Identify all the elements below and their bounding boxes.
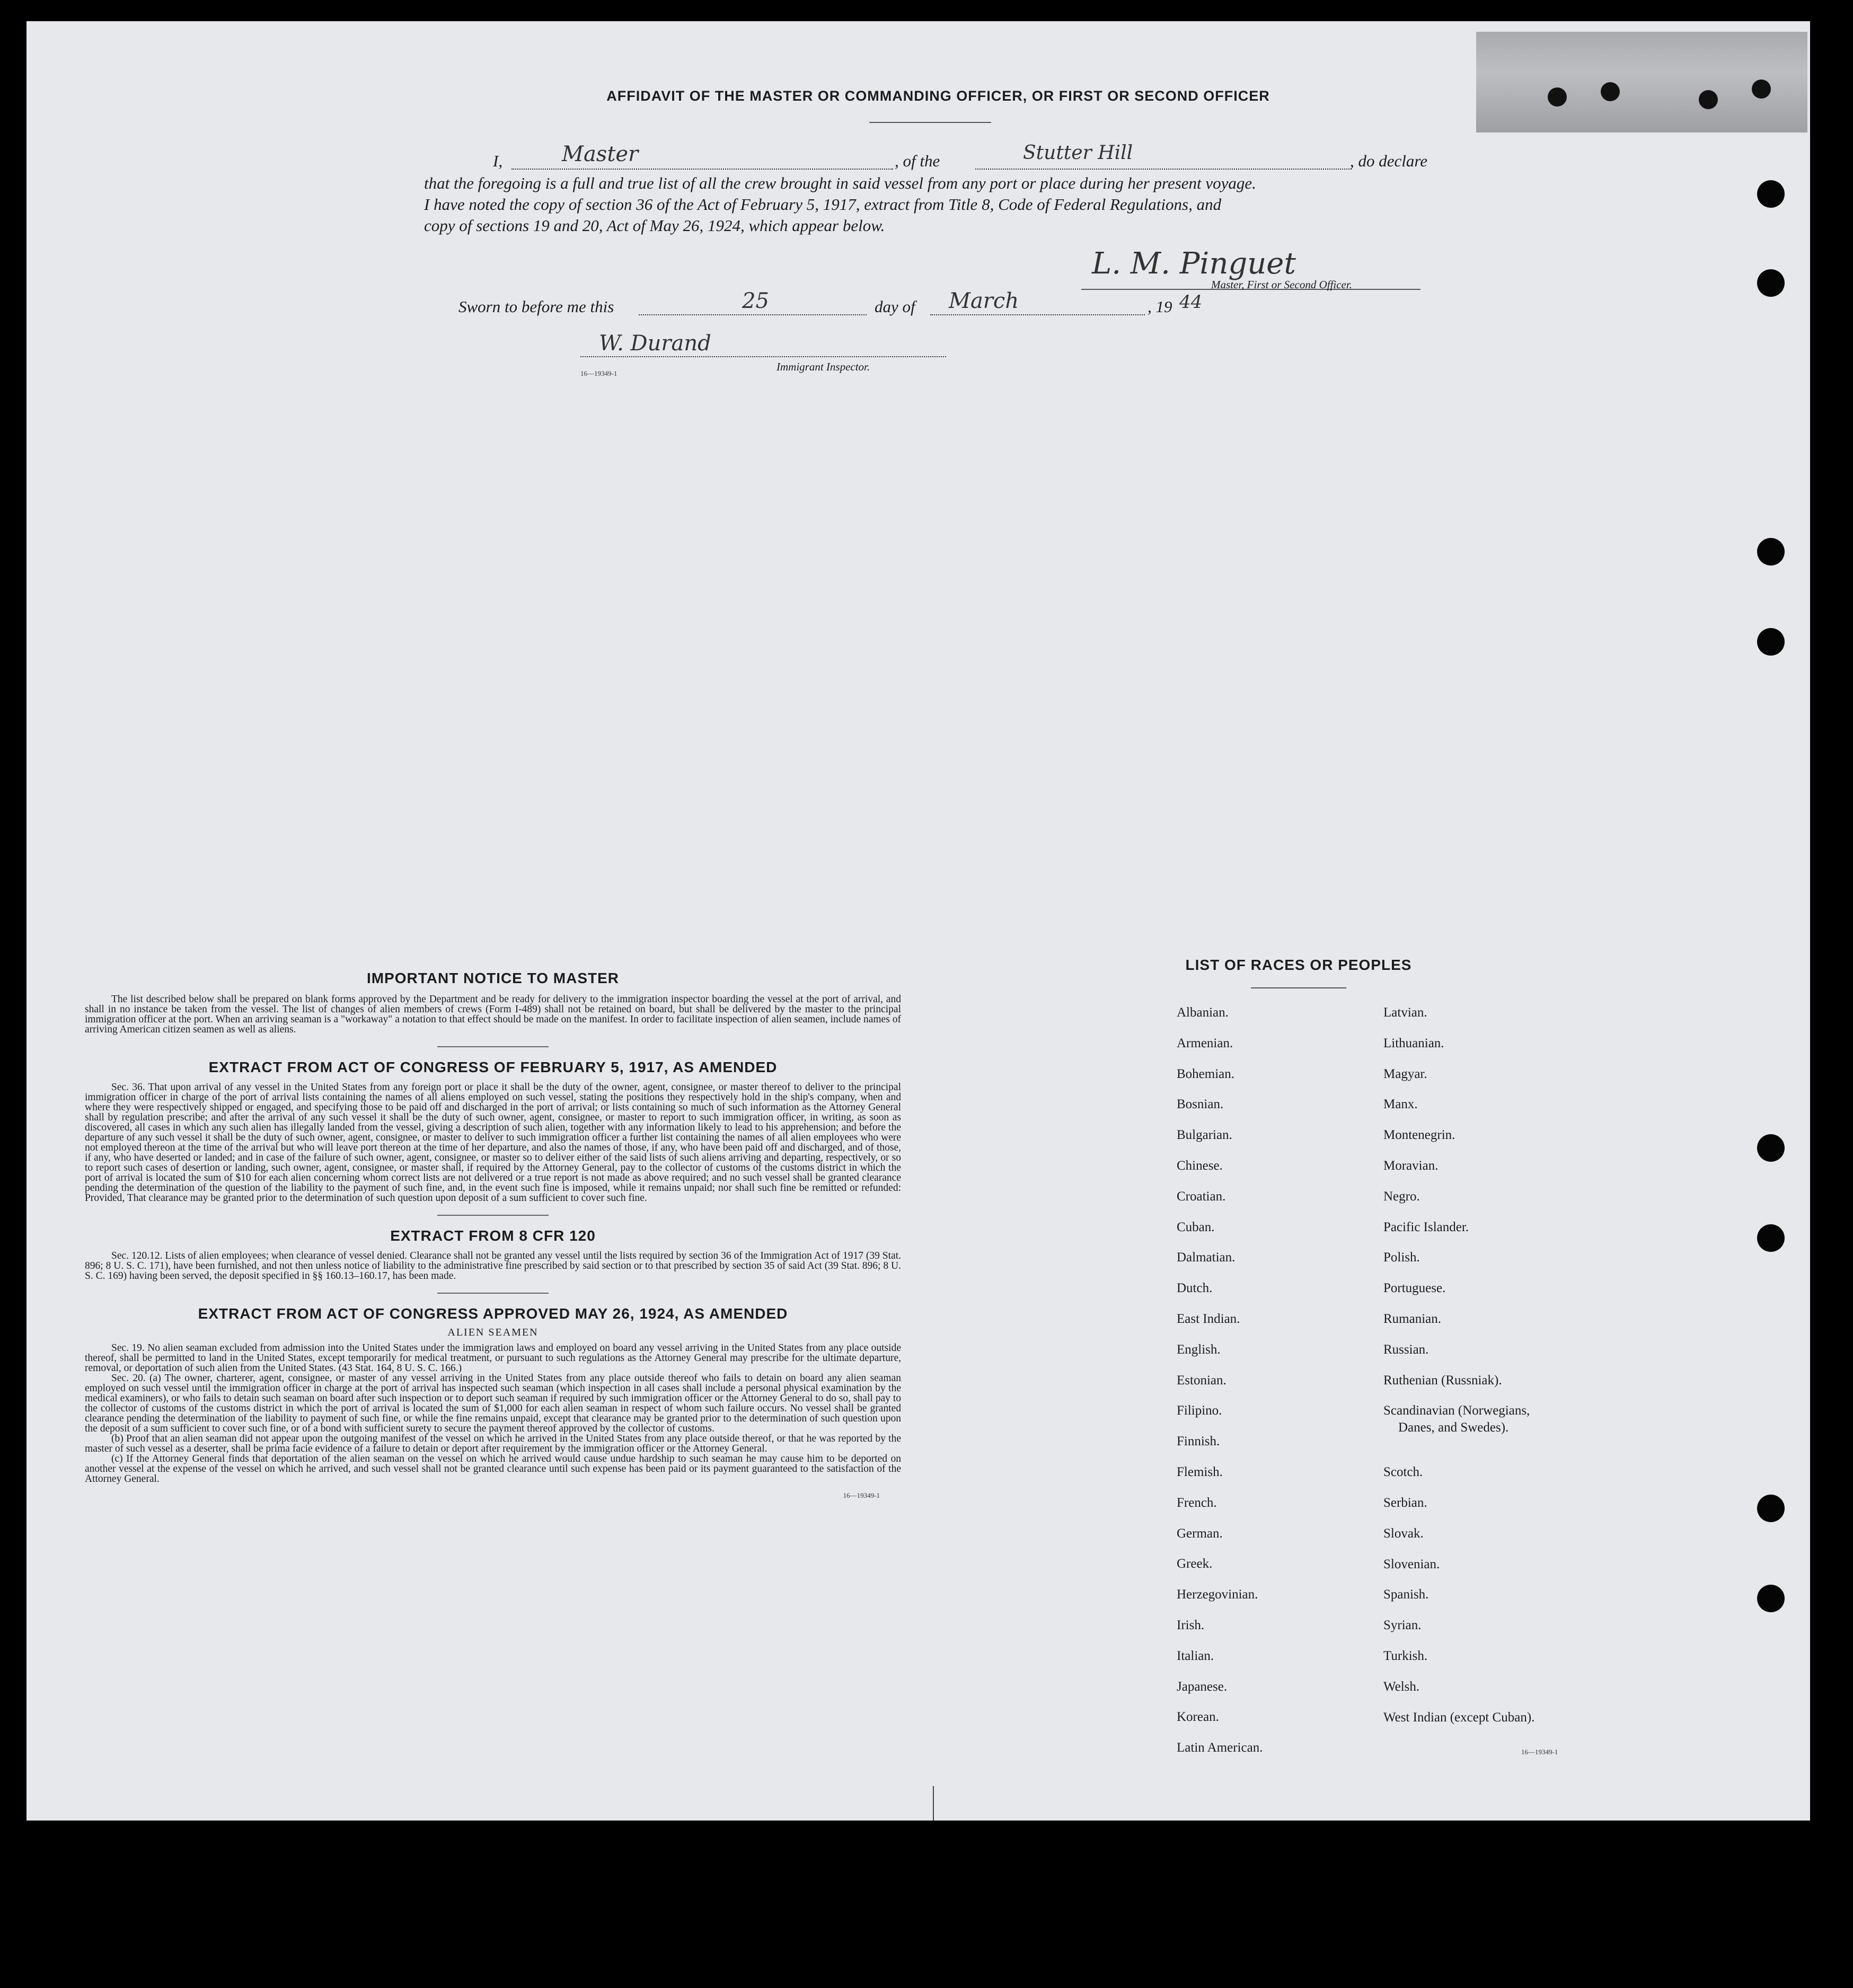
race-item: Korean.: [1177, 1710, 1219, 1725]
race-item: French.: [1177, 1495, 1217, 1510]
binder-hole: [1757, 180, 1785, 208]
race-item: Lithuanian.: [1383, 1036, 1444, 1050]
notice-text: The list described below shall be prepared on blank forms approved by the Department and be ready for delivery to the immigration inspector boarding the vessel at the port of arrival, and shall in no instance be taken from the vessel. The list of changes of alien members of crews (Form I-489) shall not be retained on board, but shall be delivered by the master to the principal immigration officer at the port. When an arriving seaman is a "workaway" a notation to that effect should be made on the manifest. In order to facilitate inspection of alien seamen, include names of arriving American citizen seamen as well as aliens.: [85, 994, 901, 1035]
race-item: Danes, and Swedes).: [1398, 1420, 1509, 1435]
race-item: Filipino.: [1177, 1403, 1222, 1418]
title-rule: [869, 122, 991, 123]
sec-20b-text: (b) Proof that an alien seaman did not appear upon the outgoing manifest of the vessel on which he arrived in the United States from any place outside thereof, or that he was reported by the master of such vessel as a deserter, shall be prima facie evidence of a failure to detain or deport after requirement by the immigration officer or the Attorney General.: [85, 1433, 901, 1454]
race-item: Scandinavian (Norwegians,: [1383, 1403, 1530, 1418]
race-item: Albanian.: [1177, 1005, 1229, 1020]
extract-form-number: 16—19349-1: [843, 1491, 880, 1499]
document-sheet: [27, 21, 1810, 1821]
race-item: Ruthenian (Russniak).: [1383, 1373, 1502, 1388]
race-item: Slovak.: [1383, 1526, 1424, 1541]
race-item: Herzegovinian.: [1177, 1587, 1258, 1602]
race-item: Welsh.: [1383, 1679, 1420, 1694]
races-title: LIST OF RACES OR PEOPLES: [1185, 957, 1412, 973]
race-item: Spanish.: [1383, 1587, 1429, 1602]
affidavit-of-the: , of the: [895, 152, 940, 170]
races-title-rule: [1251, 987, 1346, 988]
race-item: Dalmatian.: [1177, 1250, 1236, 1265]
handwritten-day: 25: [742, 289, 769, 313]
month-fill-line: [930, 314, 1145, 315]
cfr-title: EXTRACT FROM 8 CFR 120: [390, 1227, 596, 1244]
sworn-label: Sworn to before me this: [458, 297, 614, 316]
race-item: Italian.: [1177, 1648, 1214, 1663]
race-item: Finnish.: [1177, 1434, 1220, 1449]
race-item: Syrian.: [1383, 1618, 1422, 1633]
handwritten-vessel: Stutter Hill: [1023, 142, 1133, 164]
center-fold: [933, 1786, 934, 1821]
binder-hole: [1757, 628, 1785, 656]
race-item: Bohemian.: [1177, 1066, 1235, 1081]
inspector-fill-line: [580, 356, 946, 357]
alien-seamen-subtitle: ALIEN SEAMEN: [447, 1327, 539, 1338]
races-column-1: [1177, 1006, 1263, 1772]
binder-hole: [1757, 538, 1785, 566]
races-form-number: 16—19349-1: [1521, 1748, 1558, 1756]
binder-hole: [1757, 1224, 1785, 1252]
race-item: Croatian.: [1177, 1189, 1226, 1204]
race-item: Turkish.: [1383, 1648, 1428, 1663]
rank-fill-line: [511, 169, 893, 170]
race-item: Japanese.: [1177, 1679, 1228, 1694]
binder-hole: [1757, 1495, 1785, 1522]
race-item: Manx.: [1383, 1097, 1418, 1112]
sec-20c-text: (c) If the Attorney General finds that deportation of the alien seaman on the vessel on which he arrived would cause undue hardship to such seaman he may cause him to be deported on another vessel at the expense of the vessel on which he arrived, and such vessel shall not be granted clearance until such expense has been paid or its payment guaranteed to the satisfaction of the Attorney General.: [85, 1453, 901, 1485]
affidavit-form-number: 16—19349-1: [580, 369, 617, 377]
race-item: Serbian.: [1383, 1495, 1427, 1510]
race-item: Moravian.: [1383, 1158, 1439, 1173]
sec-20a-text: Sec. 20. (a) The owner, charterer, agent, consignee, or master of any vessel arriving in the United States from any place outside thereof who fails to detain on board any alien seaman employed on such vessel until the immigration officer in charge at the port of arrival has inspected such seaman (which inspection in all cases shall include a personal physical examination by the medical examiners), or who fails to detain such seaman on board after such inspection or to deport such seaman if required by such immigration officer or the Attorney General to do so, shall pay to the collector of customs of the customs district in which the port of arrival is located the sum of $1,000 for each alien seaman in respect of whom such failure occurs. No vessel shall be granted clearance pending the determination of the liability to payment of such fine, or while the fine remains unpaid, except that clearance may be granted prior to the determination of such question upon the deposit of a sum sufficient to cover such fine, or of a bond with sufficient surety to secure the payment thereof approved by the collector of customs.: [85, 1373, 901, 1434]
extract-1917-title: EXTRACT FROM ACT OF CONGRESS OF FEBRUARY 5, 1917, AS AMENDED: [208, 1059, 778, 1075]
race-item: Polish.: [1383, 1250, 1420, 1265]
extract-1924-title: EXTRACT FROM ACT OF CONGRESS APPROVED MAY 26, 1924, AS AMENDED: [198, 1305, 788, 1322]
handwritten-rank: Master: [562, 142, 639, 166]
affidavit-line-4: copy of sections 19 and 20, Act of May 26, 1924, which appear below.: [424, 216, 885, 235]
race-item: East Indian.: [1177, 1311, 1240, 1326]
race-item: Magyar.: [1383, 1066, 1427, 1081]
affidavit-line-2: that the foregoing is a full and true list of all the crew brought in said vessel from any port or place during her present voyage.: [424, 174, 1256, 192]
race-item: Dutch.: [1177, 1281, 1213, 1296]
extract-1917-text: Sec. 36. That upon arrival of any vessel in the United States from any foreign port or place it shall be the duty of the owner, agent, consignee, or master thereof to deliver to the principal immigration officer in charge of the port of arrival lists containing the names of all aliens employed on such vessel, stating the positions they respectively hold in the ship's company, when and where they were respectively shipped or engaged, and specifying those to be paid off and discharged in the port of arrival; or lists containing so much of such information as the Attorney General shall by regulation prescribe; and after the arrival of any such vessel it shall be the duty of such owner, agent, consignee, or master to report to such immigration officer, in writing, as soon as discovered, all cases in which any such alien has illegally landed from the vessel, giving a description of such alien, together with any information likely to lead to his apprehension; and before the departure of any such vessel it shall be the duty of such owner, agent, consignee, or master to deliver to such immigration officer a further list containing the names of all alien employees who were not employed thereon at the time of the arrival but who will leave port thereon at the time of her departure, and also the names of those, if any, who have been paid off and discharged, and of those, if any, who have deserted or landed; and in case of the failure of such owner, agent, consignee, or master so to deliver either of the said lists of such aliens arriving and departing, respectively, or so to report such cases of desertion or landing, such owner, agent, consignee, or master shall, if required by the Attorney General, pay to the collector of customs of the customs district in which the port of arrival is located the sum of $10 for each alien concerning whom correct lists are not delivered or a true report is not made as above required; and no such vessel shall be granted clearance pending the determination of the question of the liability to the payment of such fine, and, in the event such fine is imposed, while it remains unpaid; nor shall such fine be remitted or refunded: Provided, That clearance may be granted prior to the determination of such question upon deposit of a sum sufficient to cover such fine.: [85, 1082, 901, 1204]
cfr-text: Sec. 120.12. Lists of alien employees; when clearance of vessel denied. Clearance shall not be granted any vessel until the lists required by section 36 of the Immigration Act of 1917 (39 Stat. 896; 8 U. S. C. 171), have been furnished, and not then unless notice of liability to the administrative fine prescribed by said section or to that prescribed by section 35 of said Act (39 Stat. 896; 8 U. S. C. 169) having been served, the deposit specified in §§ 160.13–160.17, has been made.: [85, 1250, 901, 1282]
race-item: Chinese.: [1177, 1158, 1223, 1173]
day-of-label: day of: [875, 297, 915, 316]
left-column: [85, 970, 901, 1500]
sec-19-text: Sec. 19. No alien seaman excluded from admission into the United States under the immigration laws and employed on board any vessel arriving in the United States from any place outside thereof, shall be permitted to land in the United States, except temporarily for medical treatment, or pursuant to such regulations as the Attorney General may prescribe for the ultimate departure, removal, or deportation of such alien from the United States. (43 Stat. 164, 8 U. S. C. 166.): [85, 1342, 901, 1374]
signer-caption: Master, First or Second Officer.: [1211, 278, 1352, 291]
race-item: Irish.: [1177, 1618, 1205, 1632]
inspector-caption: Immigrant Inspector.: [777, 360, 870, 373]
affidavit-i: I,: [493, 152, 503, 170]
affidavit-line-3: I have noted the copy of section 36 of the Act of February 5, 1917, extract from Title 8, Code of Federal Regulations, and: [424, 195, 1222, 214]
handwritten-signature: L. M. Pinguet: [1092, 246, 1296, 281]
notice-title: IMPORTANT NOTICE TO MASTER: [366, 970, 620, 986]
race-item: Greek.: [1177, 1557, 1213, 1571]
binder-hole: [1757, 1585, 1785, 1612]
race-item: German.: [1177, 1526, 1223, 1541]
race-item: Russian.: [1383, 1342, 1429, 1357]
race-item: Portuguese.: [1383, 1281, 1446, 1296]
race-item: Armenian.: [1177, 1036, 1233, 1050]
handwritten-inspector-signature: W. Durand: [599, 331, 711, 356]
affidavit-title: AFFIDAVIT OF THE MASTER OR COMMANDING OFFICER, OR FIRST OR SECOND OFFICER: [606, 88, 1270, 104]
race-item: Cuban.: [1177, 1220, 1215, 1234]
race-item: Slovenian.: [1383, 1557, 1440, 1571]
race-item: Rumanian.: [1383, 1311, 1442, 1326]
affidavit-do-declare: , do declare: [1350, 152, 1428, 170]
race-item: Bosnian.: [1177, 1097, 1224, 1112]
race-item: Montenegrin.: [1383, 1128, 1455, 1143]
tape-patch: [1476, 32, 1807, 132]
vessel-fill-line: [975, 169, 1352, 170]
race-item: Estonian.: [1177, 1373, 1226, 1388]
race-item: English.: [1177, 1342, 1221, 1357]
race-item: Latin American.: [1177, 1740, 1263, 1755]
binder-hole: [1757, 1134, 1785, 1162]
handwritten-year: 44: [1179, 291, 1203, 313]
handwritten-month: March: [949, 289, 1019, 313]
race-item: Bulgarian.: [1177, 1128, 1232, 1143]
race-item: Latvian.: [1383, 1005, 1427, 1020]
binder-hole: [1757, 269, 1785, 297]
year-prefix: , 19: [1148, 297, 1172, 316]
race-item: Negro.: [1383, 1189, 1420, 1204]
race-item: Flemish.: [1177, 1464, 1223, 1479]
races-column-2: [1383, 1006, 1534, 1741]
race-item: Scotch.: [1383, 1465, 1423, 1480]
race-item: West Indian (except Cuban).: [1383, 1710, 1535, 1725]
race-item: Pacific Islander.: [1383, 1220, 1469, 1234]
day-fill-line: [639, 314, 867, 315]
